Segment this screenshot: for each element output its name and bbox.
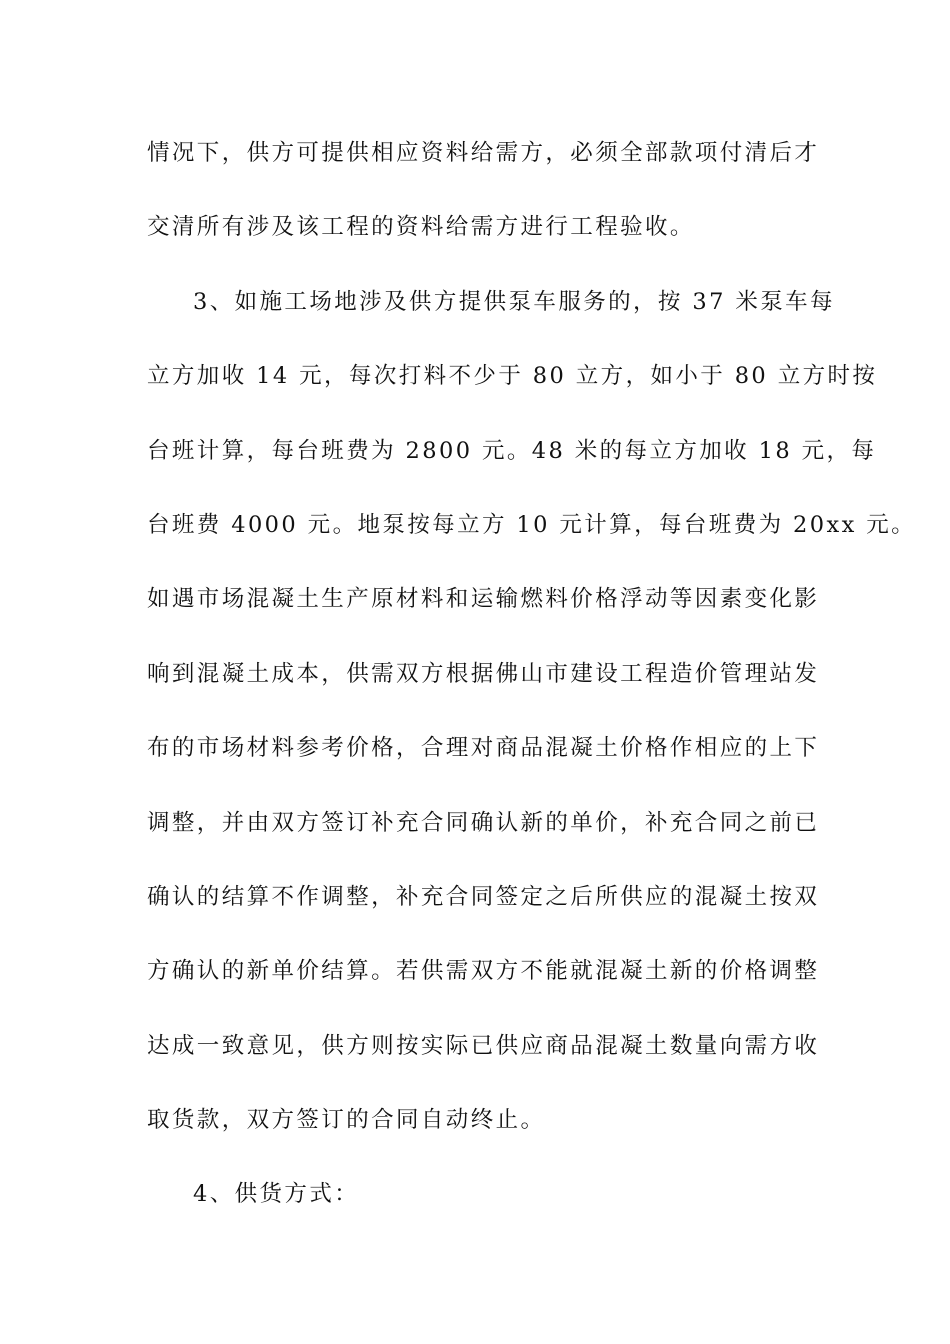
text-line: 布的市场材料参考价格，合理对商品混凝土价格作相应的上下 bbox=[147, 735, 820, 762]
text-line: 响到混凝土成本，供需双方根据佛山市建设工程造价管理站发 bbox=[147, 660, 820, 687]
text-line: 达成一致意见，供方则按实际已供应商品混凝土数量向需方收 bbox=[147, 1032, 820, 1059]
text-line: 如遇市场混凝土生产原材料和运输燃料价格浮动等因素变化影 bbox=[147, 586, 820, 613]
text-line: 方确认的新单价结算。若供需双方不能就混凝土新的价格调整 bbox=[147, 958, 820, 985]
text-line: 台班计算，每台班费为 2800 元。48 米的每立方加收 18 元，每 bbox=[147, 437, 877, 464]
body-text bbox=[147, 127, 917, 1243]
text-line: 调整，并由双方签订补充合同确认新的单价，补充合同之前已 bbox=[147, 809, 820, 836]
section-3-heading-line: 3、如施工场地涉及供方提供泵车服务的，按 37 米泵车每 bbox=[193, 288, 835, 315]
text-line: 台班费 4000 元。地泵按每立方 10 元计算，每台班费为 20xx 元。 bbox=[147, 511, 917, 538]
text-line: 交清所有涉及该工程的资料给需方进行工程验收。 bbox=[147, 214, 695, 241]
section-4-heading: 4、供货方式： bbox=[193, 1181, 360, 1208]
text-line: 情况下，供方可提供相应资料给需方，必须全部款项付清后才 bbox=[147, 140, 820, 166]
text-line: 立方加收 14 元，每次打料不少于 80 立方，如小于 80 立方时按 bbox=[147, 363, 878, 390]
text-line: 确认的结算不作调整，补充合同签定之后所供应的混凝土按双 bbox=[147, 883, 820, 910]
text-line: 取货款，双方签订的合同自动终止。 bbox=[147, 1107, 546, 1134]
